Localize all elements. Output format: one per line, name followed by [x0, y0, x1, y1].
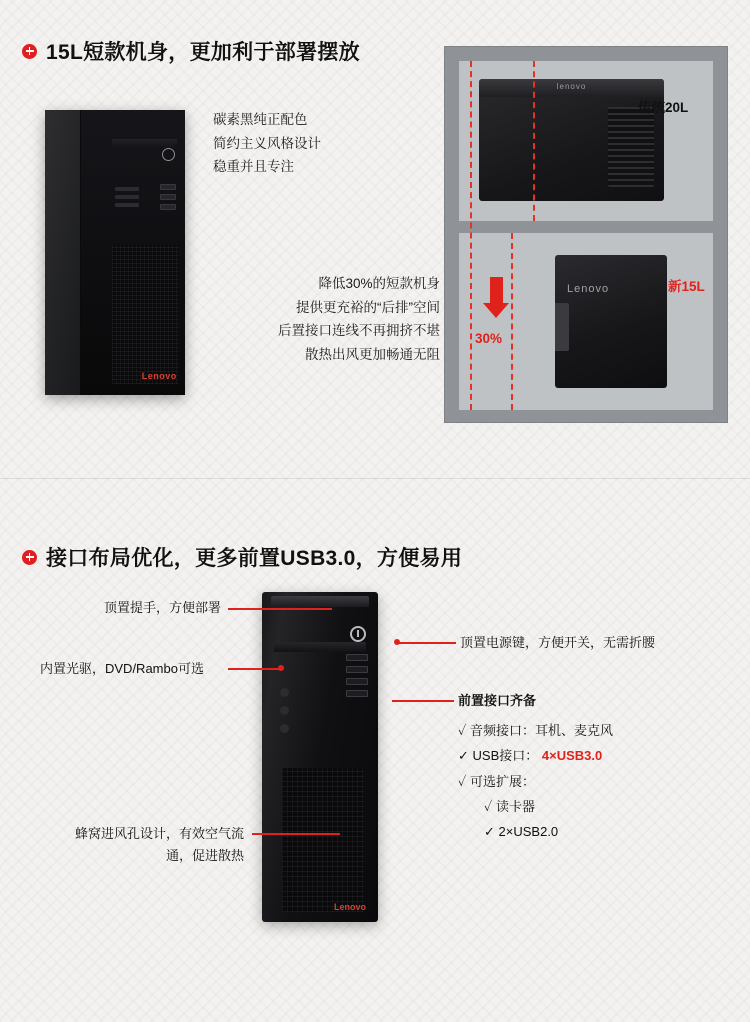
check-icon: ✓: [484, 824, 495, 840]
section1-benefit-list: [240, 272, 440, 367]
lenovo-logo-new: Lenovo: [567, 283, 610, 295]
tower-front-panel: [81, 110, 185, 395]
tower-pc-image-section1: [45, 110, 185, 395]
old-size-label: 传统20L: [638, 100, 689, 115]
annotation-front-ports-title: 前置接口齐备: [458, 693, 537, 708]
measure-line-left: [470, 61, 472, 410]
section-divider: [0, 478, 750, 479]
check-icon: ✓: [458, 723, 467, 738]
benefit-item: 后置接口连线不再拥挤不堪: [278, 323, 440, 339]
check-icon: ✓: [458, 748, 469, 764]
section2-title: 接口布局优化，更多前置USB3.0，方便易用: [46, 547, 463, 570]
feature-item: 碳素黑纯正配色: [213, 112, 308, 127]
arrow-down-icon: [483, 277, 509, 318]
leader-line-honeycomb: [252, 833, 340, 835]
annotation-optical-drive: 内置光驱，DVD/Rambo可选: [40, 661, 204, 676]
leader-line-optical-drive: [228, 668, 280, 670]
comparison-new-area: [459, 233, 713, 410]
front-audio-jacks: [280, 688, 289, 742]
front-ports-list: [458, 718, 613, 845]
size-comparison-panel: [444, 46, 728, 423]
feature-item: 简约主义风格设计: [213, 135, 321, 151]
leader-line-top-handle: [228, 608, 332, 610]
list-item-label: 读卡器: [496, 799, 536, 815]
power-button-icon: [162, 148, 175, 161]
annotation-top-handle: 顶置提手，方便部署: [104, 600, 222, 615]
optical-drive-bay: [274, 642, 367, 652]
plus-circle-icon: [22, 550, 37, 565]
section1-heading: [22, 36, 360, 66]
lenovo-logo: Lenovo: [333, 902, 366, 912]
leader-line-front-ports: [392, 700, 454, 702]
front-audio-ports: [115, 187, 154, 211]
new-size-label: 新15L: [668, 279, 705, 294]
benefit-item: 降低30%的短款机身: [318, 276, 440, 291]
lenovo-logo-old: lenovo: [556, 82, 587, 91]
section1-title: 15L短款机身，更加利于部署摆放: [46, 41, 360, 64]
list-item: [458, 769, 613, 794]
leader-line-power-button: [398, 642, 456, 644]
benefit-item: 散热出风更加畅通无阻: [305, 346, 440, 362]
tower-side-panel: [45, 110, 81, 395]
measure-line-new-right: [511, 233, 513, 410]
honeycomb-vent: [282, 768, 364, 912]
benefit-item: 提供更充裕的“后排”空间: [296, 299, 440, 315]
annotation-honeycomb: [44, 823, 244, 867]
list-item-label: USB接口：: [472, 748, 539, 764]
leader-dot-optical-drive: [278, 665, 284, 671]
list-item-label: 音频接口：耳机、麦克风: [470, 723, 614, 738]
check-icon: ✓: [458, 773, 467, 789]
optical-drive-bay: [112, 139, 176, 148]
plus-circle-icon: [22, 44, 37, 59]
comparison-old-area: [459, 61, 713, 221]
annotation-power-button: 顶置电源键，方便开关，无需折腰: [460, 635, 656, 650]
power-button-icon: [350, 626, 366, 642]
list-item-label: 可选扩展：: [470, 773, 536, 789]
list-item-label: 2×USB2.0: [498, 824, 559, 840]
measure-line-old-right: [533, 61, 535, 221]
chassis-front-strip: [555, 303, 569, 351]
section2-heading: [22, 542, 462, 572]
reduction-label: 30%: [475, 331, 503, 346]
new-chassis-15l: [555, 255, 667, 388]
leader-dot-power-button: [394, 639, 400, 645]
old-chassis-20l: [479, 79, 664, 201]
list-item: [458, 819, 613, 844]
top-handle: [271, 596, 368, 607]
list-item: [458, 794, 613, 819]
feature-item: 稳重并且专注: [213, 159, 294, 175]
front-usb-ports: [160, 184, 176, 214]
annotation-honeycomb-line1: 蜂窝进风孔设计，有效空气流: [74, 826, 244, 841]
check-icon: ✓: [484, 799, 493, 815]
front-io-cluster: [346, 654, 368, 702]
list-item-highlight: 4×USB3.0: [541, 748, 603, 764]
front-mesh-vent: [112, 244, 178, 384]
section1-feature-list: [213, 108, 321, 179]
lenovo-logo: Lenovo: [141, 370, 177, 381]
list-item: [458, 718, 613, 743]
chassis-side-vent: [608, 107, 654, 187]
tower-pc-image-section2: [262, 592, 378, 922]
annotation-honeycomb-line2: 通，促进散热: [165, 848, 244, 864]
list-item: [458, 743, 613, 768]
